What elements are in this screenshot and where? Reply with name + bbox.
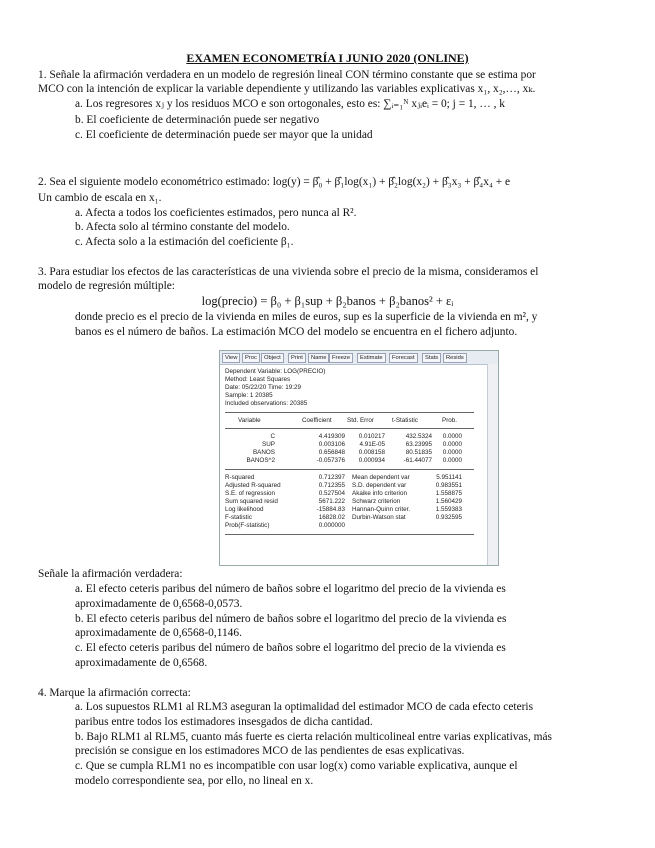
q2-stem-line1: 2. Sea el siguiente modelo econométrico estimado: log(y) = β̂₀ + β̂₁log(x₁) + β̂₂log(x₂) + β̂₃x₃ + β̂₄x₄ + e — [38, 176, 511, 188]
table-row-t-statistic: 63.23995 — [405, 441, 432, 448]
table-row-coefficient: 4.419309 — [318, 433, 345, 440]
toolbar-forecast-button[interactable]: Forecast — [389, 353, 418, 363]
table-row-prob: 0.0000 — [442, 449, 462, 456]
table-row-std-error: 0.000934 — [358, 457, 385, 464]
eviews-toolbar — [220, 351, 498, 365]
stat-value: 0.932595 — [435, 514, 462, 521]
q3-option-c-line1: c. El efecto ceteris paribus del número de baños sobre el logaritmo del precio de la vivienda es — [75, 642, 506, 654]
toolbar-estimate-button[interactable]: Estimate — [357, 353, 386, 363]
eviews-sample: Sample: 1 20385 — [225, 392, 273, 399]
table-row-prob: 0.0000 — [442, 433, 462, 440]
table-row-t-statistic: 80.51835 — [405, 449, 432, 456]
stat-label: Adjusted R-squared — [225, 482, 281, 489]
toolbar-object-button[interactable]: Object — [261, 353, 284, 363]
q2-stem-line2: Un cambio de escala en x₁. — [38, 192, 162, 204]
eviews-observations: Included observations: 20385 — [225, 400, 308, 407]
q4-stem: 4. Marque la afirmación correcta: — [38, 687, 191, 699]
stat-value: 0.983551 — [435, 482, 462, 489]
stat-label: Akaike info criterion — [352, 490, 407, 497]
toolbar-freeze-button[interactable]: Freeze — [329, 353, 353, 363]
stat-label: S.E. of regression — [225, 490, 276, 497]
q3-desc-line1: donde precio es el precio de la vivienda en miles de euros, sup es la superficie de la vivienda en m², y — [75, 311, 538, 323]
q3-option-b-line2: aproximadamente de 0,6568-0,1146. — [75, 627, 242, 639]
q1-option-a: a. Los regresores xⱼ y los residuos MCO e son ortogonales, esto es: ∑ᵢ₌₁ᴺ xⱼᵢeᵢ = 0; j = 1, … , k — [75, 98, 505, 110]
q3-option-a-line2: aproximadamente de 0,6568-0,0573. — [75, 598, 243, 610]
col-header-std-error: Std. Error — [347, 417, 374, 424]
stat-value: 0.000000 — [318, 522, 345, 529]
q4-option-a-line2: paribus entre todos los estimadores insesgados de dicha cantidad. — [75, 716, 373, 728]
col-header-coefficient: Coefficient — [302, 417, 332, 424]
table-row-prob: 0.0000 — [442, 457, 462, 464]
table-row-coefficient: -0.057376 — [316, 457, 345, 464]
table-row-std-error: 4.91E-05 — [359, 441, 385, 448]
stat-label: Hannan-Quinn criter. — [352, 506, 411, 513]
stat-value: -15884.83 — [316, 506, 345, 513]
q4-option-a-line1: a. Los supuestos RLM1 al RLM3 aseguran la optimalidad del estimador MCO de cada efecto ceteris — [75, 701, 534, 713]
stat-label: Prob(F-statistic) — [225, 522, 270, 529]
page-title: EXAMEN ECONOMETRÍA I JUNIO 2020 (ONLINE) — [186, 51, 469, 65]
vertical-scrollbar[interactable] — [487, 364, 498, 565]
stat-label: F-statistic — [225, 514, 252, 521]
table-row-variable: C — [270, 433, 275, 440]
stat-label: R-squared — [225, 474, 255, 481]
q1-option-c: c. El coeficiente de determinación puede ser mayor que la unidad — [75, 129, 373, 141]
table-row-coefficient: 0.656848 — [318, 449, 345, 456]
q2-option-c: c. Afecta solo a la estimación del coeficiente β₁. — [75, 236, 294, 248]
stat-value: 0.712397 — [318, 474, 345, 481]
q1-stem-line2: MCO con la intención de explicar la variable dependiente y utilizando las variables explicativas x₁, x₂,…, xₖ. — [38, 83, 536, 95]
stat-value: 5671.222 — [318, 498, 345, 505]
eviews-dependent-variable: Dependent Variable: LOG(PRECIO) — [225, 368, 326, 375]
eviews-date: Date: 05/22/20 Time: 19:29 — [225, 384, 301, 391]
toolbar-resids-button[interactable]: Resids — [443, 353, 467, 363]
q2-option-a: a. Afecta a todos los coeficientes estimados, pero nunca al R². — [75, 207, 357, 219]
col-header-t-statistic: t-Statistic — [392, 417, 418, 424]
stat-label: Durbin-Watson stat — [352, 514, 406, 521]
q4-option-c-line1: c. Que se cumpla RLM1 no es incompatible con usar log(x) como variable explicativa, aunque el — [75, 760, 518, 772]
stat-label: Sum squared resid — [225, 498, 278, 505]
table-row-prob: 0.0000 — [442, 441, 462, 448]
q3-stem-line2: modelo de regresión múltiple: — [38, 280, 175, 292]
stat-label: Mean dependent var — [352, 474, 410, 481]
toolbar-name-button[interactable]: Name — [308, 353, 329, 363]
q3-desc-line2: banos es el número de baños. La estimación MCO del modelo se encuentra en el fichero adjunto. — [75, 326, 518, 338]
table-row-t-statistic: 432.5324 — [405, 433, 432, 440]
q2-option-b: b. Afecta solo al término constante del modelo. — [75, 221, 290, 233]
toolbar-stats-button[interactable]: Stats — [422, 353, 441, 363]
stat-value: 0.712355 — [318, 482, 345, 489]
q4-option-b-line2: precisión se consigue en los estimadores MCO de las pendientes de esas explicativas. — [75, 745, 465, 757]
q3-stem-line1: 3. Para estudiar los efectos de las características de una vivienda sobre el precio de la misma, consideramos el — [38, 266, 539, 278]
q1-stem-line1: 1. Señale la afirmación verdadera en un modelo de regresión lineal CON término constante que se estima por — [38, 69, 536, 81]
stat-value: 5.951141 — [436, 474, 462, 481]
col-header-prob: Prob. — [442, 417, 458, 424]
toolbar-print-button[interactable]: Print — [288, 353, 306, 363]
eviews-method: Method: Least Squares — [225, 376, 291, 383]
q3-option-a-line1: a. El efecto ceteris paribus del número de baños sobre el logaritmo del precio de la vivienda es — [75, 583, 506, 595]
q3-option-b-line1: b. El efecto ceteris paribus del número de baños sobre el logaritmo del precio de la vivienda es — [75, 613, 507, 625]
table-row-variable: BANOS^2 — [246, 457, 275, 464]
table-row-variable: SUP — [262, 441, 275, 448]
stat-value: 1.559383 — [435, 506, 462, 513]
col-header-variable: Variable — [238, 417, 261, 424]
stat-label: S.D. dependent var — [352, 482, 407, 489]
q4-option-b-line1: b. Bajo RLM1 al RLM5, cuanto más fuerte es cierta relación multicolineal entre varias explicativas, más — [75, 731, 552, 743]
table-row-std-error: 0.008158 — [358, 449, 385, 456]
q3-option-c-line2: aproximadamente de 0,6568. — [75, 657, 208, 669]
toolbar-proc-button[interactable]: Proc — [242, 353, 260, 363]
stat-label: Log likelihood — [225, 506, 264, 513]
table-row-coefficient: 0.003106 — [318, 441, 345, 448]
q4-option-c-line2: modelo correspondiente sea, por ello, no lineal en x. — [75, 775, 314, 787]
stat-value: 16828.02 — [318, 514, 345, 521]
stat-label: Schwarz criterion — [352, 498, 401, 505]
stat-value: 1.560429 — [435, 498, 462, 505]
table-row-t-statistic: -61.44077 — [403, 457, 432, 464]
q1-option-b: b. El coeficiente de determinación puede ser negativo — [75, 114, 320, 126]
q3-prompt: Señale la afirmación verdadera: — [38, 568, 183, 580]
stat-value: 0.527504 — [318, 490, 345, 497]
toolbar-view-button[interactable]: View — [222, 353, 240, 363]
eviews-output-window — [219, 350, 499, 566]
table-row-variable: BANOS — [252, 449, 275, 456]
q3-equation: log(precio) = β₀ + β₁sup + β₂banos + β₂banos² + εᵢ — [201, 294, 454, 308]
stat-value: 1.558875 — [435, 490, 462, 497]
table-row-std-error: 0.010217 — [358, 433, 385, 440]
